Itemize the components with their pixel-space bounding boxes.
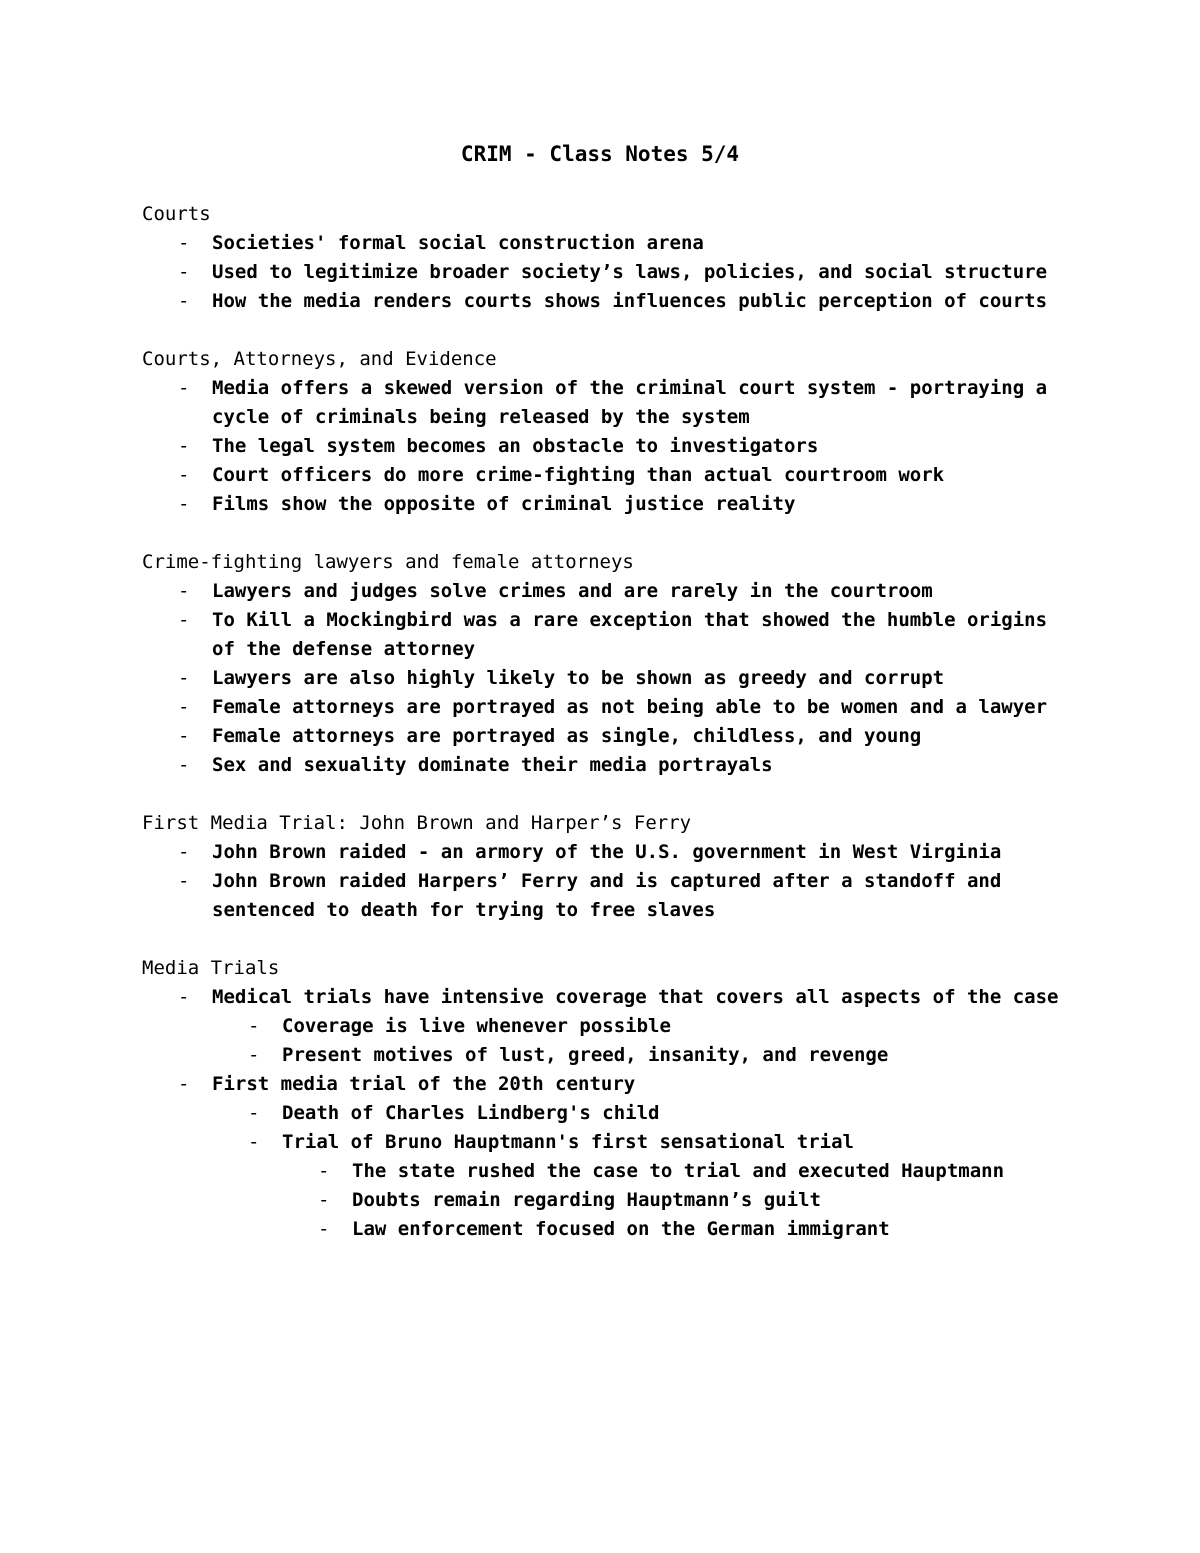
bullet-item [142,229,1062,258]
sub-bullet-item [142,1099,1062,1128]
bullet-item [142,693,1062,722]
bullet-item [142,374,1062,432]
sub-sub-bullet-item [142,1215,1062,1244]
section-heading: Media Trials [142,957,280,979]
bullet-dash: - [178,232,190,254]
section-heading: Courts, Attorneys, and Evidence [142,348,497,370]
bullet-dash: - [178,1073,190,1095]
page-title: CRIM - Class Notes 5/4 [460,142,740,166]
bullet-text: Used to legitimize broader society’s laws, policies, and social structure [212,261,1048,283]
bullet-dash: - [318,1160,330,1182]
bullet-item [142,722,1062,751]
bullet-dash: - [248,1102,260,1124]
section-heading: Crime-fighting lawyers and female attorneys [142,551,634,573]
bullet-dash: - [178,870,190,892]
bullet-text: Court officers do more crime-fighting than actual courtroom work [212,464,945,486]
bullet-item [142,751,1062,780]
bullet-text: Lawyers are also highly likely to be shown as greedy and corrupt [212,667,945,689]
bullet-item [142,664,1062,693]
bullet-dash: - [178,841,190,863]
bullet-text: John Brown raided Harpers’ Ferry and is captured after a standoff and sentenced to death for trying to free slaves [212,870,1002,921]
bullet-text: Female attorneys are portrayed as not being able to be women and a lawyer [212,696,1048,718]
bullet-dash: - [178,435,190,457]
bullet-text: To Kill a Mockingbird was a rare exception that showed the humble origins of the defense attorney [212,609,1048,660]
bullet-item [142,606,1062,664]
bullet-dash: - [318,1189,330,1211]
section-first-media-trial [142,809,1062,925]
sub-sub-bullet-item [142,1157,1062,1186]
section-courts-attorneys-evidence [142,345,1062,519]
bullet-text: Lawyers and judges solve crimes and are rarely in the courtroom [212,580,933,602]
section-heading: Courts [142,203,211,225]
bullet-item [142,867,1062,925]
bullet-text: Present motives of lust, greed, insanity, and revenge [282,1044,889,1066]
bullet-item [142,287,1062,316]
bullet-dash: - [248,1131,260,1153]
bullet-text: The legal system becomes an obstacle to investigators [212,435,819,457]
bullet-text: John Brown raided - an armory of the U.S. government in West Virginia [212,841,1002,863]
sub-bullet-item [142,1128,1062,1157]
bullet-text: Medical trials have intensive coverage that covers all aspects of the case [212,986,1059,1008]
bullet-text: Films show the opposite of criminal justice reality [212,493,796,515]
sub-sub-bullet-item [142,1186,1062,1215]
bullet-dash: - [248,1044,260,1066]
bullet-dash: - [178,667,190,689]
sub-bullet-item [142,1012,1062,1041]
bullet-item [142,432,1062,461]
section-crime-fighting-lawyers [142,548,1062,780]
bullet-item [142,461,1062,490]
bullet-text: Female attorneys are portrayed as single, childless, and young [212,725,922,747]
bullet-dash: - [178,464,190,486]
bullet-text: Coverage is live whenever possible [282,1015,671,1037]
bullet-dash: - [178,696,190,718]
section-spacer [142,316,1062,345]
bullet-item [142,258,1062,287]
section-spacer [142,519,1062,548]
bullet-dash: - [178,609,190,631]
bullet-dash: - [318,1218,330,1240]
bullet-text: First media trial of the 20th century [212,1073,636,1095]
bullet-item [142,577,1062,606]
bullet-dash: - [178,754,190,776]
bullet-text: Death of Charles Lindberg's child [282,1102,660,1124]
bullet-text: Law enforcement focused on the German immigrant [352,1218,890,1240]
bullet-item [142,983,1062,1012]
section-spacer [142,780,1062,809]
bullet-dash: - [178,493,190,515]
bullet-dash: - [248,1015,260,1037]
bullet-dash: - [178,986,190,1008]
bullet-text: Sex and sexuality dominate their media portrayals [212,754,773,776]
notes-body [142,200,1062,1244]
bullet-item [142,1070,1062,1099]
bullet-text: How the media renders courts shows influences public perception of courts [212,290,1048,312]
bullet-text: Doubts remain regarding Hauptmann’s guilt [352,1189,821,1211]
bullet-text: Societies' formal social construction arena [212,232,704,254]
bullet-item [142,490,1062,519]
bullet-dash: - [178,290,190,312]
section-media-trials [142,954,1062,1244]
bullet-text: Media offers a skewed version of the criminal court system - portraying a cycle of criminals being released by the system [212,377,1048,428]
section-courts [142,200,1062,316]
bullet-dash: - [178,580,190,602]
bullet-dash: - [178,261,190,283]
bullet-item [142,838,1062,867]
bullet-text: The state rushed the case to trial and executed Hauptmann [352,1160,1005,1182]
section-spacer [142,925,1062,954]
bullet-dash: - [178,725,190,747]
bullet-dash: - [178,377,190,399]
bullet-text: Trial of Bruno Hauptmann's first sensational trial [282,1131,854,1153]
section-heading: First Media Trial: John Brown and Harper’s Ferry [142,812,692,834]
sub-bullet-item [142,1041,1062,1070]
